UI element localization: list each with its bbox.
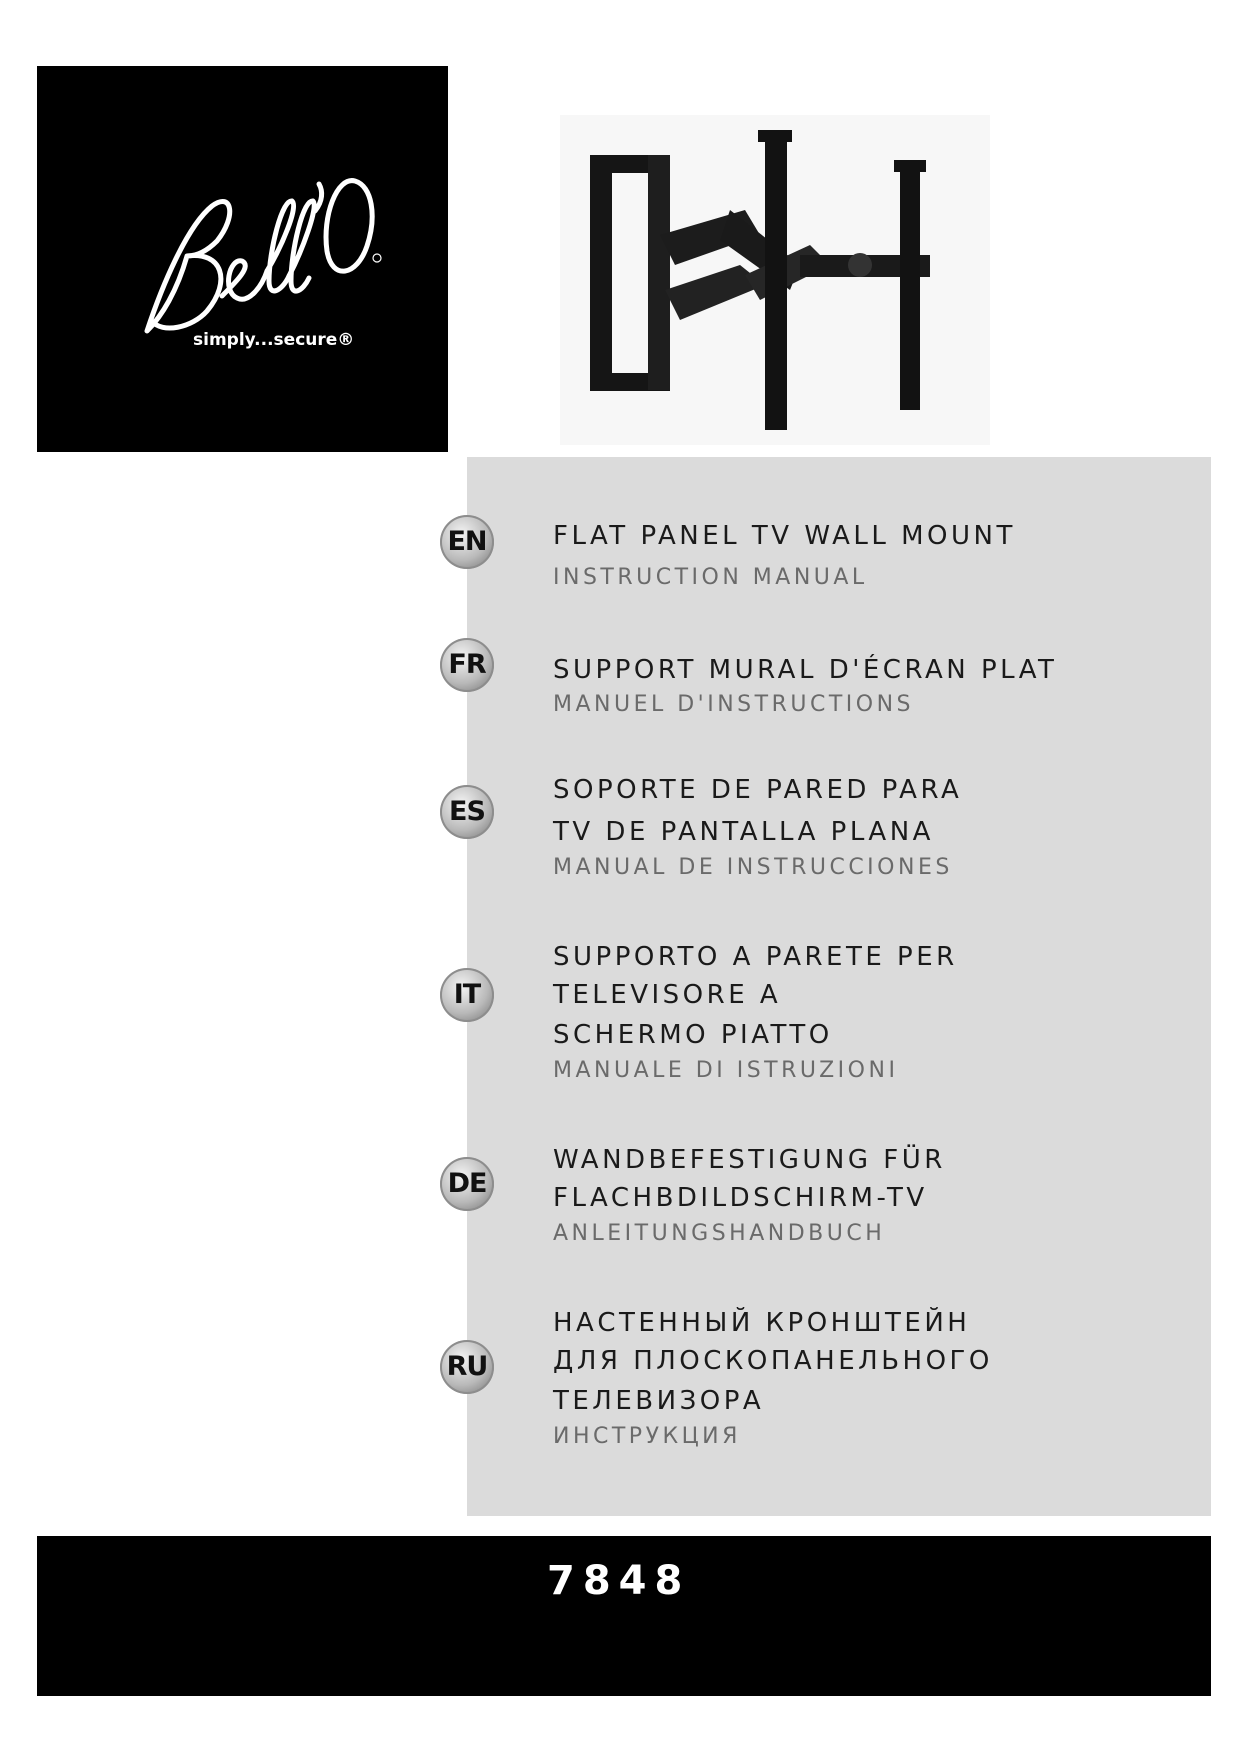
de-flag-badge-icon: DE xyxy=(440,1157,494,1211)
title-line: SOPORTE DE PARED PARA xyxy=(553,775,963,805)
registered-mark-icon xyxy=(373,254,381,262)
title-line: SUPPORTO A PARETE PER xyxy=(553,942,958,972)
en-flag-badge-icon: EN xyxy=(440,515,494,569)
title-line: SCHERMO PIATTO xyxy=(553,1020,833,1050)
footer-bar xyxy=(37,1536,1211,1696)
subtitle: MANUAL DE INSTRUCCIONES xyxy=(553,855,953,880)
title-line: SUPPORT MURAL D'ÉCRAN PLAT xyxy=(553,655,1058,685)
title-line: НАСТЕННЫЙ КРОНШТЕЙН xyxy=(553,1308,971,1338)
title-line: FLACHBDILDSCHIRM-TV xyxy=(553,1183,928,1213)
model-number: 7848 xyxy=(547,1558,691,1604)
title-line: TV DE PANTALLA PLANA xyxy=(553,817,934,847)
fr-flag-badge-icon: FR xyxy=(440,638,494,692)
subtitle: ANLEITUNGSHANDBUCH xyxy=(553,1221,886,1246)
brand-logo xyxy=(37,66,448,452)
title-line: WANDBEFESTIGUNG FÜR xyxy=(553,1145,946,1175)
tv-wall-mount-arm-image xyxy=(560,115,990,445)
subtitle: INSTRUCTION MANUAL xyxy=(553,565,868,590)
brand-tagline: simply...secure® xyxy=(193,330,355,350)
bello-logo-script xyxy=(37,66,448,452)
it-flag-badge-icon: IT xyxy=(440,968,494,1022)
title-line: ТЕЛЕВИЗОРА xyxy=(553,1386,765,1416)
ru-flag-badge-icon: RU xyxy=(440,1340,494,1394)
subtitle: MANUALE DI ISTRUZIONI xyxy=(553,1058,899,1083)
subtitle: ИНСТРУКЦИЯ xyxy=(553,1424,741,1449)
subtitle: MANUEL D'INSTRUCTIONS xyxy=(553,692,914,717)
es-flag-badge-icon: ES xyxy=(440,785,494,839)
title-line: TELEVISORE A xyxy=(553,980,782,1010)
title-line: FLAT PANEL TV WALL MOUNT xyxy=(553,521,1016,551)
title-line: ДЛЯ ПЛОСКОПАНЕЛЬНОГО xyxy=(553,1346,993,1376)
